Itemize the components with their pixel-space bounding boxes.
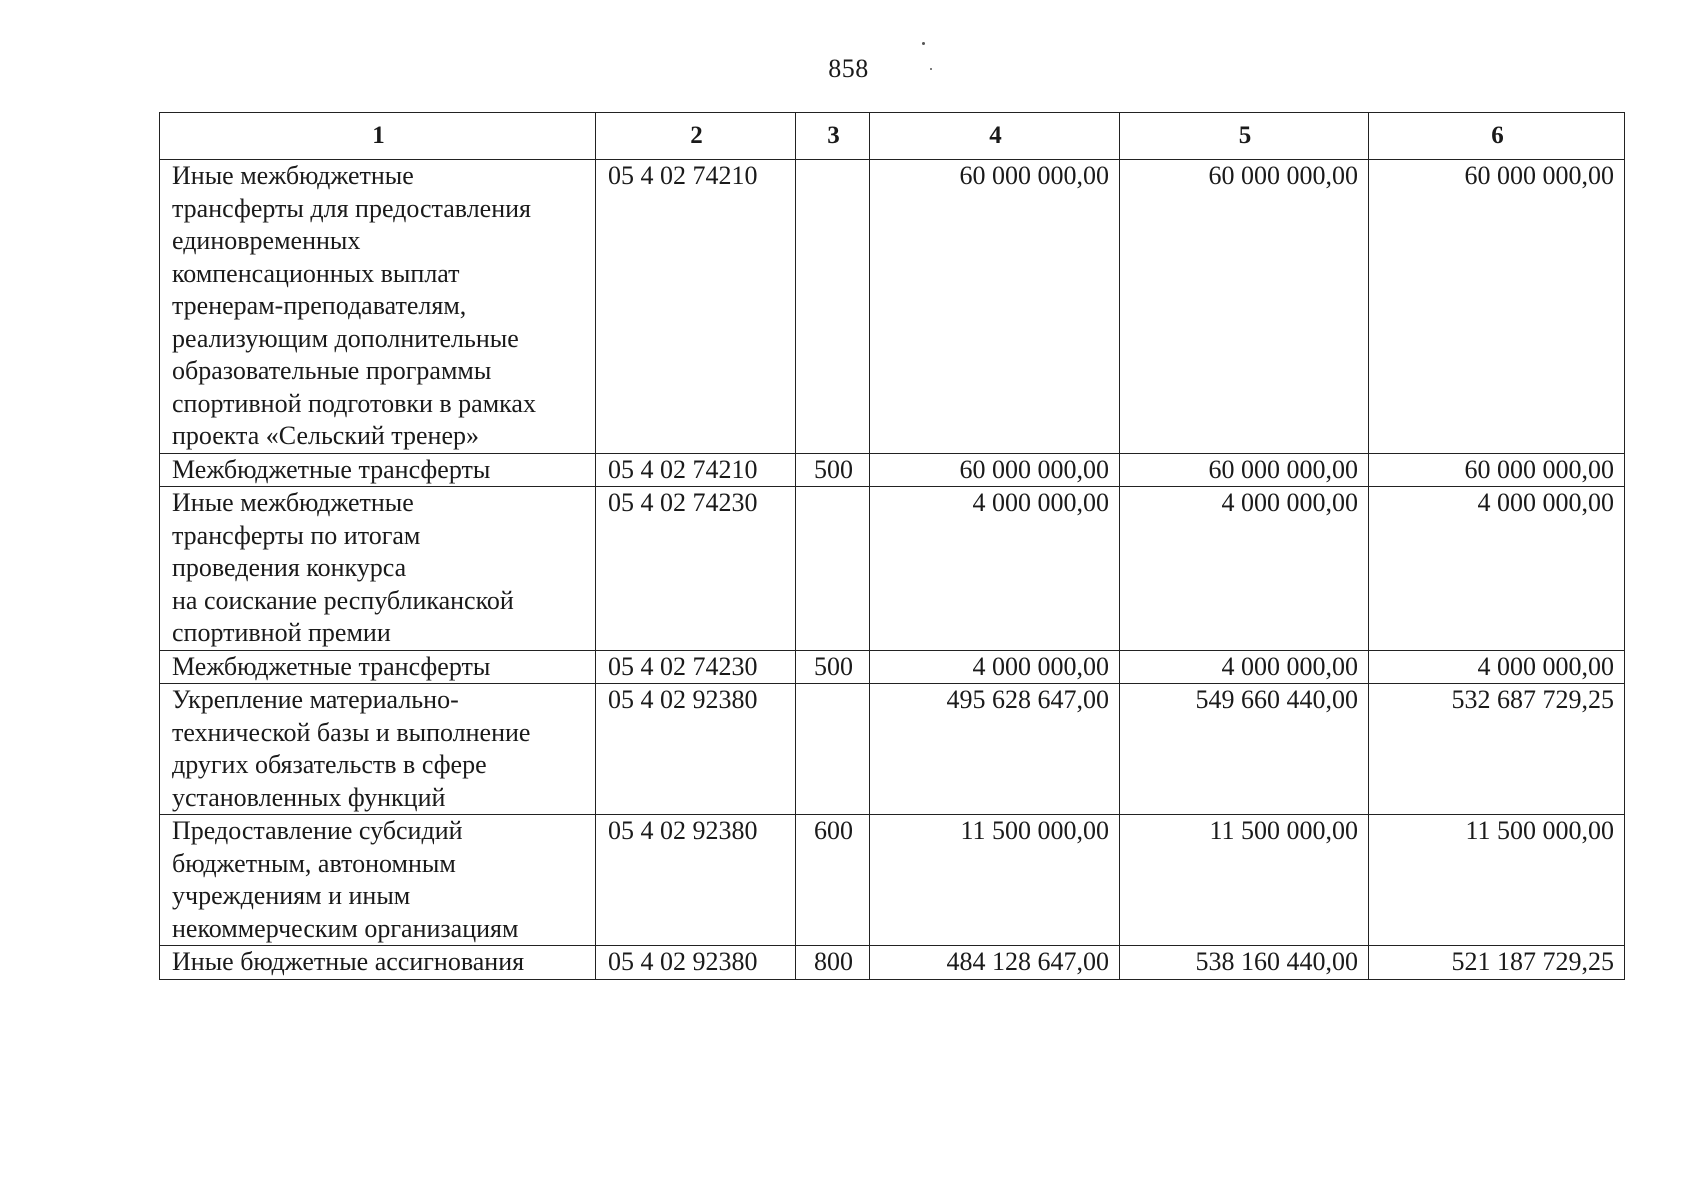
page-number: 858	[828, 54, 869, 83]
column-header: 5	[1120, 113, 1369, 160]
row-code: 05 4 02 92380	[596, 815, 796, 946]
row-name: Иные бюджетные ассигнования	[160, 946, 596, 980]
row-expense-type: 600	[796, 815, 870, 946]
row-name: Межбюджетные трансферты	[160, 650, 596, 684]
column-header: 1	[160, 113, 596, 160]
row-expense-type: 500	[796, 650, 870, 684]
row-amount-col4: 4 000 000,00	[870, 487, 1120, 651]
column-header: 6	[1369, 113, 1625, 160]
row-amount-col4: 484 128 647,00	[870, 946, 1120, 980]
row-code: 05 4 02 92380	[596, 684, 796, 815]
row-amount-col6: 11 500 000,00	[1369, 815, 1625, 946]
row-amount-col6: 4 000 000,00	[1369, 650, 1625, 684]
scan-speck	[922, 42, 925, 45]
row-name: Иные межбюджетные трансферты по итогам проведения конкурса на соискание республиканской спортивной премии	[160, 487, 596, 651]
row-amount-col4: 11 500 000,00	[870, 815, 1120, 946]
budget-table	[159, 112, 1625, 980]
row-expense-type: 500	[796, 453, 870, 487]
column-header: 4	[870, 113, 1120, 160]
row-amount-col4: 4 000 000,00	[870, 650, 1120, 684]
column-header: 2	[596, 113, 796, 160]
row-amount-col6: 60 000 000,00	[1369, 160, 1625, 454]
row-code: 05 4 02 74210	[596, 160, 796, 454]
row-amount-col5: 60 000 000,00	[1120, 453, 1369, 487]
row-expense-type	[796, 684, 870, 815]
row-expense-type	[796, 487, 870, 651]
table-row	[160, 453, 1625, 487]
table-header-row	[160, 113, 1625, 160]
row-code: 05 4 02 74230	[596, 650, 796, 684]
row-amount-col5: 538 160 440,00	[1120, 946, 1369, 980]
row-code: 05 4 02 74210	[596, 453, 796, 487]
row-name: Предоставление субсидий бюджетным, автономным учреждениям и иным некоммерческим организациям	[160, 815, 596, 946]
table-row	[160, 487, 1625, 651]
row-amount-col5: 60 000 000,00	[1120, 160, 1369, 454]
row-amount-col5: 11 500 000,00	[1120, 815, 1369, 946]
column-header: 3	[796, 113, 870, 160]
row-amount-col6: 521 187 729,25	[1369, 946, 1625, 980]
row-amount-col6: 60 000 000,00	[1369, 453, 1625, 487]
row-name: Межбюджетные трансферты	[160, 453, 596, 487]
row-expense-type: 800	[796, 946, 870, 980]
table-row	[160, 650, 1625, 684]
row-name: Укрепление материально- технической базы и выполнение других обязательств в сфере установленных функций	[160, 684, 596, 815]
row-amount-col6: 4 000 000,00	[1369, 487, 1625, 651]
row-amount-col4: 60 000 000,00	[870, 453, 1120, 487]
table-row	[160, 684, 1625, 815]
table-row	[160, 815, 1625, 946]
row-code: 05 4 02 74230	[596, 487, 796, 651]
row-amount-col6: 532 687 729,25	[1369, 684, 1625, 815]
table-row	[160, 946, 1625, 980]
row-name: Иные межбюджетные трансферты для предоставления единовременных компенсационных выплат тренерам-преподавателям, реализующим дополнительные образовательные программы спортивной подготовки в рамках проекта «Сельский тренер»	[160, 160, 596, 454]
row-amount-col5: 4 000 000,00	[1120, 650, 1369, 684]
table-row	[160, 160, 1625, 454]
row-amount-col4: 60 000 000,00	[870, 160, 1120, 454]
row-amount-col4: 495 628 647,00	[870, 684, 1120, 815]
scan-speck	[930, 68, 932, 70]
row-expense-type	[796, 160, 870, 454]
row-code: 05 4 02 92380	[596, 946, 796, 980]
row-amount-col5: 4 000 000,00	[1120, 487, 1369, 651]
row-amount-col5: 549 660 440,00	[1120, 684, 1369, 815]
